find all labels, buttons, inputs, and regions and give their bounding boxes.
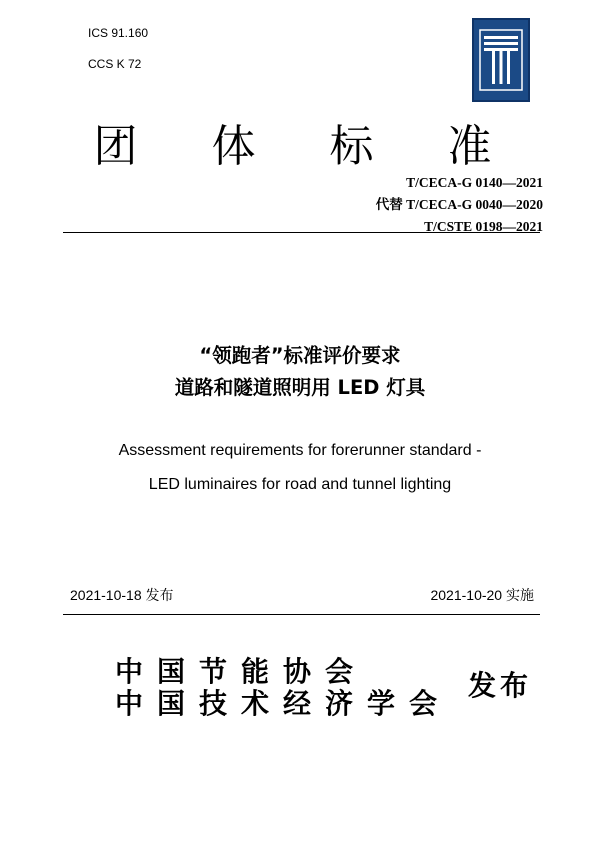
chinese-title-line: 道路和隧道照明用 LED 灯具 [174, 376, 426, 399]
standard-numbers [376, 172, 543, 238]
association-logo-icon [472, 18, 530, 102]
standard-number: T/CSTE 0198—2021 [424, 219, 543, 234]
english-title-line: LED luminaires for road and tunnel lighting [148, 476, 452, 493]
publisher-name: 中国技术经济学会 [115, 687, 452, 720]
document-type-title: 团 体 标 准 [93, 121, 522, 172]
publisher-name: 中国节能协会 [115, 655, 368, 688]
replaced-standard-number: 代替 T/CECA-G 0040—2020 [375, 197, 543, 212]
implementation-date: 2021-10-20 实施 [430, 587, 534, 603]
ics-code: ICS 91.160 [88, 26, 149, 40]
chinese-title-line: “领跑者”标准评价要求 [199, 344, 401, 367]
standard-number: T/CECA-G 0140—2021 [406, 175, 543, 190]
issue-date: 2021-10-18 发布 [70, 587, 174, 603]
footer-divider [63, 614, 540, 615]
ccs-code: CCS K 72 [88, 57, 142, 71]
english-title-line: Assessment requirements for forerunner standard - [118, 442, 482, 459]
publish-label: 发布 [468, 669, 533, 702]
header-divider [63, 232, 540, 233]
